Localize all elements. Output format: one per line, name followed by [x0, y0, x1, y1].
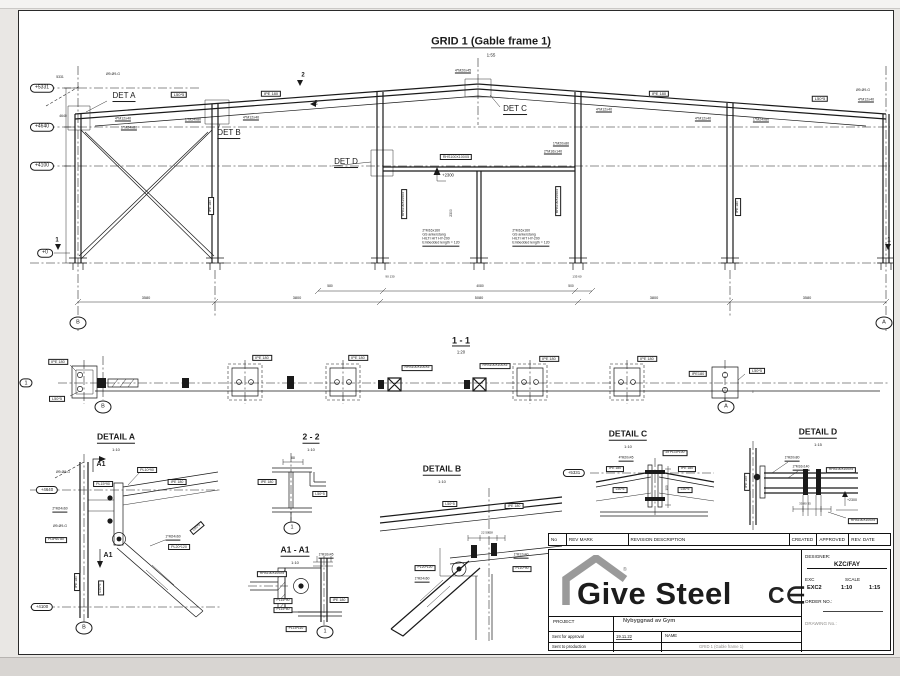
sent-production-label: Sent to production [552, 644, 586, 649]
row-line-2 [549, 631, 801, 632]
drawing-label: DETAIL C [608, 428, 648, 439]
note-line: HILTI HIT HY-200 [422, 236, 450, 241]
scale-value-2: 1:15 [869, 585, 881, 591]
drawing-label: L50*5 [189, 521, 204, 535]
drawing-label: IPE 180 [678, 466, 696, 472]
drawing-label: IPE 180 [261, 91, 281, 97]
drawing-label: DET D [334, 157, 358, 167]
drawing-label: 3800 [292, 295, 302, 300]
scale-label: SCALE [845, 577, 861, 582]
drawing-label: RHS100X100X5 [848, 518, 878, 524]
drawing-label: 1 - 1 [451, 335, 471, 346]
drawing-label: 1:55 [486, 52, 496, 58]
drawing-label: RHS100X100X5 [257, 571, 287, 577]
sent-approval-date: 19.11.22 [616, 634, 632, 639]
rev-header-created: CREATED [790, 534, 818, 545]
drawing-label: RHS100X100X5 [826, 467, 856, 473]
drawing-label: RHS100X100X5 [402, 365, 433, 371]
col-line-2 [661, 631, 662, 652]
drawing-label: DETAIL B [422, 463, 462, 474]
drawing-label: IPE 180 [539, 356, 559, 362]
designer-value: KZC/FAY [807, 561, 887, 569]
col-line-1 [613, 616, 614, 652]
drawing-label: A1 [103, 552, 113, 560]
drawing-label: 3580 [802, 295, 812, 300]
drawing-label: L50*5 [98, 581, 104, 596]
drawing-label: PL10*90 [137, 467, 157, 473]
drawing-label: 1:10 [112, 446, 120, 452]
drawing-label: 1:10 [291, 559, 299, 565]
name-label: NAME [665, 633, 678, 638]
scale-value-1: 1:10 [841, 585, 853, 591]
drawing-label: 2 [301, 72, 305, 79]
revision-table [548, 533, 891, 546]
level-tag: +4640 [36, 486, 58, 494]
drawing-label: 2 [314, 100, 318, 107]
drawing-label: 2300 [449, 209, 454, 217]
drawing-label: RHS100X100X5 [440, 154, 472, 160]
drawing-label: L50*5 [812, 96, 828, 102]
drawing-label: 1*M24x60 [414, 576, 430, 581]
drawing-label: IPE 180 [649, 91, 669, 97]
drawing-label: A1 - A1 [280, 544, 310, 555]
row-line-1 [549, 616, 801, 617]
rev-header-date: REV. DATE [851, 537, 875, 542]
drawing-label: 1:10 [438, 478, 446, 484]
brand-name: Give Steel [577, 576, 732, 611]
drawing-label: 1:10 [624, 443, 632, 449]
drawing-label: 4080 [476, 284, 484, 289]
drawing-label: 2*M16x140 [792, 464, 810, 469]
drawing-label: PL8*60 80 [45, 537, 67, 543]
drawing-label: 2 [752, 389, 754, 394]
level-tag: +4100 [31, 603, 53, 611]
drawing-label: 1:20 [456, 349, 466, 355]
drawing-label: RHS100X100X5 [480, 363, 511, 369]
drawing-label: L50*5 [442, 501, 457, 507]
drawing-label: 1 [55, 237, 59, 244]
note-line: 2*M16x160 [512, 228, 531, 233]
drawing-label: IPE 180 [505, 503, 524, 509]
drawing-label: L50*5 [171, 92, 187, 98]
title-block [548, 549, 891, 651]
drawing-label: IPE 180 [252, 355, 272, 361]
level-tag: +4100 [30, 162, 54, 171]
note-line: Embedded length = 120 [512, 240, 550, 245]
drawing-label: DET A [112, 91, 136, 101]
exc-value: EXC2 [807, 585, 822, 591]
drawing-label: Ø9-Ø9-G [56, 470, 70, 475]
grid-bubble: B [76, 622, 93, 635]
drawing-label: PL20*120 [168, 544, 190, 550]
grid-bubble: 1 [317, 626, 334, 639]
exc-label: EXC [805, 577, 815, 582]
drawing-label: Ø9-Ø9-G [856, 88, 870, 93]
drawing-label: PL15*80 [273, 607, 292, 613]
drawing-label: 1:15 [814, 441, 822, 447]
drawing-label: DET B [217, 128, 241, 138]
level-tag: 1 [19, 378, 32, 387]
row-line-3 [549, 642, 801, 643]
drawing-label: 4640 [59, 114, 67, 119]
drawing-label: 1*M16x45 [318, 552, 334, 557]
drawing-label: 1*M24x80 [184, 117, 202, 122]
grid-bubble: 1 [284, 522, 301, 535]
grid-bubble: A [718, 401, 735, 414]
drawing-label: IPE180 [689, 371, 707, 377]
drawing-label: 2 - 2 [302, 431, 320, 442]
drawing-label: 35 80 35 [799, 501, 811, 506]
drawing-label: PL20*120 [415, 565, 436, 571]
drawing-label: GRID 1 (Gable frame 1) [431, 35, 551, 48]
drawing-label: IPE 180 [330, 597, 349, 603]
drawing-label: IPE 180 [606, 466, 624, 472]
drawing-label: 1*M24x60 [165, 534, 181, 539]
drawing-label: Ø9-Ø9-G [53, 524, 67, 529]
drawing-label: IPE 180 [348, 355, 368, 361]
note-line: Embedded length = 120 [422, 240, 460, 245]
level-tag: +0 [37, 249, 53, 258]
page-bottom-margin [0, 657, 900, 676]
order-no-line [823, 611, 883, 612]
drawing-label: PL15*90 [273, 598, 292, 604]
drawing-label: +2300 [846, 497, 858, 502]
drawing-label [512, 230, 549, 247]
drawing-label [422, 230, 459, 247]
drawing-label: RHS100X100X5 [401, 189, 407, 219]
level-tag: +5331 [563, 469, 585, 477]
drawing-label: L50*5 [749, 368, 765, 374]
drawing-label: 580 [327, 284, 333, 289]
drawing-label: 3800 [649, 295, 659, 300]
drawing-label: 88 [291, 456, 295, 461]
drawing-label: 1*M12x40 [513, 552, 529, 557]
drawing-no-label: DRAWING No.: [805, 621, 837, 626]
drawing-label: IPE 180 [168, 479, 187, 485]
level-tag: +5331 [30, 84, 54, 93]
drawing-label: 1*M24x80 [752, 117, 770, 122]
grid-bubble: A [876, 317, 893, 330]
designer-label: DESIGNER: [805, 554, 831, 559]
drawing-title-small: GRID 1 (Gable frame 1) [699, 644, 744, 649]
rev-header-no: No [549, 534, 567, 545]
drawing-label: DETAIL D [798, 426, 838, 437]
drawing-label: L50*5 [312, 491, 327, 497]
drawing-label: 500 [568, 284, 574, 289]
project-value: Nybyggnad av Gym [623, 618, 676, 624]
drawing-label: 1*M24x80 [120, 125, 138, 130]
drawing-label: 4*M12x40 [595, 107, 613, 112]
rev-header-mark: REV MARK [567, 534, 629, 545]
note-line: GS ankerstang [512, 232, 536, 237]
drawing-label: DETAIL A [96, 431, 136, 442]
drawing-label: 22 50 28 [481, 530, 493, 535]
drawing-label: 100 [665, 485, 670, 491]
drawing-label: 5080 [474, 295, 484, 300]
drawing-label: 2x PL10*100 [663, 450, 688, 456]
drawing-label: L50*5 [49, 396, 65, 402]
drawing-label: 4*M20x45 [618, 455, 634, 460]
drawing-label: PL10*90 [512, 566, 531, 572]
drawing-label: 1 [887, 237, 891, 244]
note-line: 2*M16x160 [422, 228, 441, 233]
drawing-label: Ø9-Ø9-G [106, 72, 120, 77]
drawing-label: IPE 180 [258, 479, 277, 485]
drawing-label: +2300 [442, 172, 454, 178]
drawing-label: IPE 180 [48, 359, 68, 365]
note-line: HILTI HIT HY-200 [512, 236, 540, 241]
rev-header-description: REVISION DESCRIPTION [629, 534, 790, 545]
project-label: PROJECT [553, 619, 575, 624]
drawing-label: 3580 [141, 295, 151, 300]
drawing-label: IPE 180 [744, 473, 750, 491]
drawing-label: 135 60 [572, 274, 582, 279]
note-line: GS ankerstang [422, 232, 446, 237]
grid-bubble: B [70, 317, 87, 330]
ce-mark-icon: C∈ [768, 582, 807, 608]
grid-bubble: B [95, 401, 112, 414]
drawing-label: 4*M12x40 [857, 97, 875, 102]
drawing-label: PL15*110 [286, 626, 307, 632]
rev-header-approved: APPROVED [817, 534, 849, 545]
drawing-label: 5331 [56, 75, 64, 80]
drawing-label: 4*M20x45 [454, 68, 472, 73]
drawing-label: RHS100X100X5 [555, 186, 561, 216]
drawing-label: 1*M20x80 [552, 141, 570, 146]
drawing-label: IPE 180 [735, 198, 741, 216]
order-no-label: ORDER NO.: [805, 599, 833, 604]
sent-approval-label: Sent for approval [552, 634, 584, 639]
drawing-label: L50*5 [613, 487, 628, 493]
drawing-label: A1 [96, 461, 106, 469]
drawing-label: 4*M12x40 [114, 116, 132, 121]
drawing-label: 2*M24x60 [52, 506, 68, 511]
drawing-label: 4*M12x40 [694, 116, 712, 121]
drawing-label: DET C [503, 104, 527, 114]
drawing-label: L50*5 [678, 487, 693, 493]
drawing-label: 1*M20x80 [784, 455, 800, 460]
drawing-label: 1:10 [307, 446, 315, 452]
drawing-label: 2*M16x140 [543, 149, 563, 154]
drawing-label: IPE 180 [208, 197, 214, 215]
drawing-label: IPE 180 [74, 573, 80, 591]
drawing-label: 4*M12x40 [242, 115, 260, 120]
level-tag: +4640 [30, 123, 54, 132]
title-block-divider [801, 550, 802, 652]
drawing-label: 90 130 [385, 274, 395, 279]
drawing-label: PL15*90 [93, 481, 113, 487]
registered-mark-icon: ® [623, 567, 627, 573]
drawing-label: IPE 180 [637, 356, 657, 362]
